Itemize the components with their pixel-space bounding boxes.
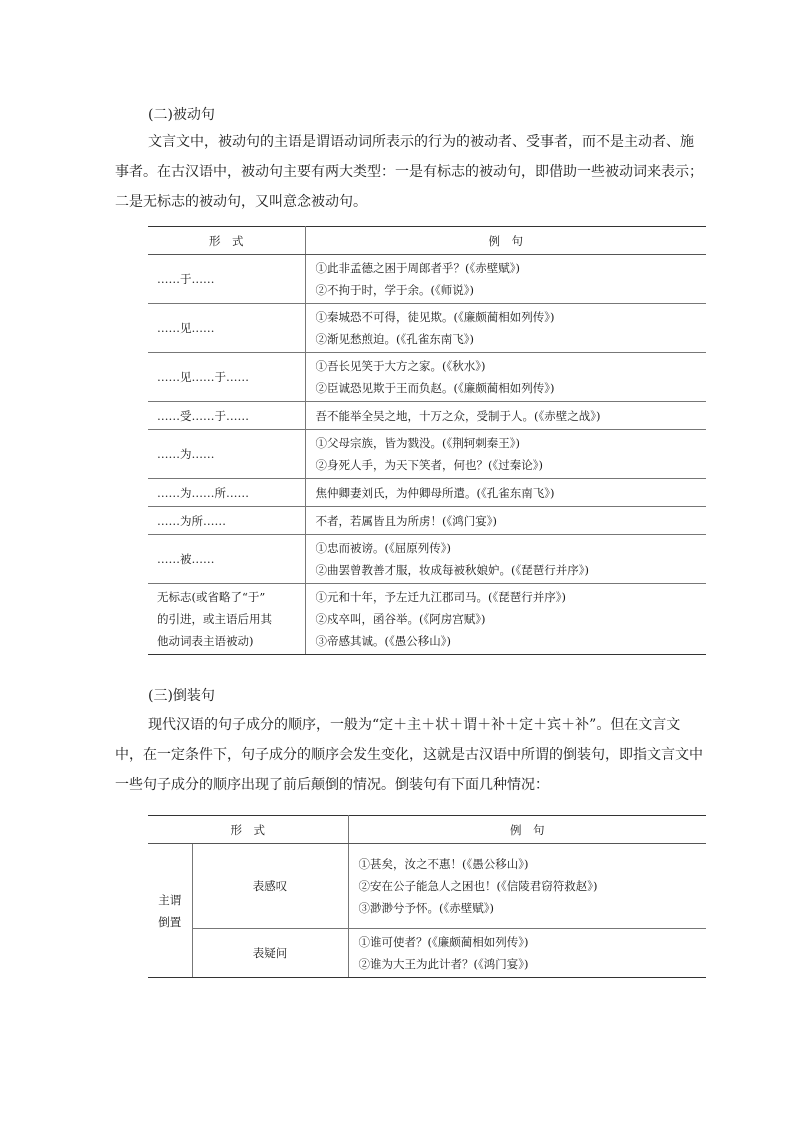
- table-row: [148, 844, 706, 929]
- table-row: [148, 430, 706, 479]
- table-row: [148, 479, 706, 507]
- example-cell: [305, 402, 706, 430]
- example-line: ③渺渺兮予怀。(《赤壁赋》): [358, 901, 494, 915]
- example-line: 不者，若属皆且为所虏！(《鸿门宴》): [315, 513, 497, 528]
- example-line: ②谁为大王为此计者？(《鸿门宴》): [358, 957, 529, 971]
- example-line: ②身死人手，为天下笑者，何也？(《过秦论》): [315, 458, 543, 472]
- example-line: ②曲罢曾教善才服，妆成每被秋娘妒。(《琵琶行并序》): [315, 563, 589, 577]
- example-cell: [305, 535, 706, 584]
- form-line: 他动词表主语被动): [157, 634, 254, 648]
- paragraph-text: 文言文中，被动句的主语是谓语动词所表示的行为的被动者、受事者，而不是主动者、施事者。在古汉语中，被动句主要有两大类型：一是有标志的被动句，即借助一些被动词来表示；二是无标志的被动句，又叫意念被动句。: [115, 134, 703, 210]
- example-line: 焦仲卿妻刘氏，为仲卿母所遣。(《孔雀东南飞》): [315, 485, 555, 500]
- paragraph-text: 现代汉语的句子成分的顺序，一般为“定＋主＋状＋谓＋补＋定＋宾＋补”。但在文言文中，在一定条件下，句子成分的顺序会发生变化，这就是古汉语中所谓的倒装句，即指文言文中一些句子成分的顺序出现了前后颠倒的情况。倒装句有下面几种情况：: [115, 717, 703, 793]
- example-cell: [305, 255, 706, 304]
- form-cell: ……为所……: [148, 507, 305, 535]
- table-header-row: [148, 227, 706, 255]
- column-header-form: 形 式: [148, 816, 348, 844]
- category-line: 倒置: [158, 914, 182, 929]
- example-line: ②臣诚恐见欺于王而负赵。(《廉颇蔺相如列传》): [315, 381, 555, 395]
- form-line: 无标志(或省略了“于”: [157, 590, 266, 604]
- example-cell: [305, 353, 706, 402]
- table-row: [148, 353, 706, 402]
- example-line: ①此非孟德之困于周郎者乎？(《赤壁赋》): [315, 261, 520, 275]
- example-line: ②不拘于时，学于余。(《师说》): [315, 283, 474, 297]
- table-row: [148, 507, 706, 535]
- inversion-intro-paragraph: [115, 710, 705, 800]
- form-cell: ……为……: [148, 430, 305, 479]
- table-row: [148, 584, 706, 655]
- example-line: ①父母宗族，皆为戮没。(《荆轲刺秦王》): [315, 436, 520, 450]
- example-line: ①谁可使者？(《廉颇蔺相如列传》): [358, 935, 529, 949]
- passive-intro-paragraph: [115, 127, 705, 217]
- category-cell: [148, 844, 192, 978]
- section-heading-inversion: (三)倒装句: [148, 688, 215, 704]
- table-row: [148, 535, 706, 584]
- example-cell: [305, 507, 706, 535]
- example-line: 吾不能举全吴之地，十万之众，受制于人。(《赤壁之战》): [315, 408, 601, 423]
- form-cell: ……为……所……: [148, 479, 305, 507]
- form-cell: ……见……于……: [148, 353, 305, 402]
- table-row: [148, 304, 706, 353]
- section-heading-passive: (二)被动句: [148, 107, 215, 123]
- example-cell: [305, 584, 706, 655]
- form-cell: 表感叹: [192, 844, 348, 929]
- example-line: ①忠而被谤。(《屈原列传》): [315, 541, 451, 555]
- example-line: ①吾长见笑于大方之家。(《秋水》): [315, 359, 486, 373]
- example-cell: [305, 479, 706, 507]
- form-cell: 表疑问: [192, 929, 348, 978]
- table-header-row: [148, 816, 706, 844]
- example-cell: [305, 304, 706, 353]
- example-cell: [348, 844, 706, 929]
- form-cell: ……被……: [148, 535, 305, 584]
- example-line: ①甚矣，汝之不惠！(《愚公移山》): [358, 857, 529, 871]
- form-cell: ……受……于……: [148, 402, 305, 430]
- example-line: ①秦城恐不可得，徒见欺。(《廉颇蔺相如列传》): [315, 310, 555, 324]
- table-row: [148, 255, 706, 304]
- column-header-example: 例 句: [348, 816, 706, 844]
- inversion-table: [148, 815, 706, 978]
- table-row: [148, 402, 706, 430]
- example-line: ①元和十年，予左迁九江郡司马。(《琵琶行并序》): [315, 590, 566, 604]
- example-line: ②渐见愁煎迫。(《孔雀东南飞》): [315, 332, 474, 346]
- form-cell: ……见……: [148, 304, 305, 353]
- category-line: 主谓: [158, 892, 182, 907]
- form-cell: ……于……: [148, 255, 305, 304]
- example-line: ②戍卒叫，函谷举。(《阿房宫赋》): [315, 612, 486, 626]
- column-header-form: 形 式: [148, 227, 305, 255]
- example-cell: [305, 430, 706, 479]
- form-line: 的引进，或主语后用其: [157, 612, 272, 626]
- example-line: ③帝感其诚。(《愚公移山》): [315, 634, 451, 648]
- table-row: [148, 929, 706, 978]
- example-line: ②安在公子能急人之困也！(《信陵君窃符救赵》): [358, 879, 598, 893]
- column-header-example: 例 句: [305, 227, 706, 255]
- form-cell: [148, 584, 305, 655]
- passive-sentence-table: [148, 226, 706, 655]
- example-cell: [348, 929, 706, 978]
